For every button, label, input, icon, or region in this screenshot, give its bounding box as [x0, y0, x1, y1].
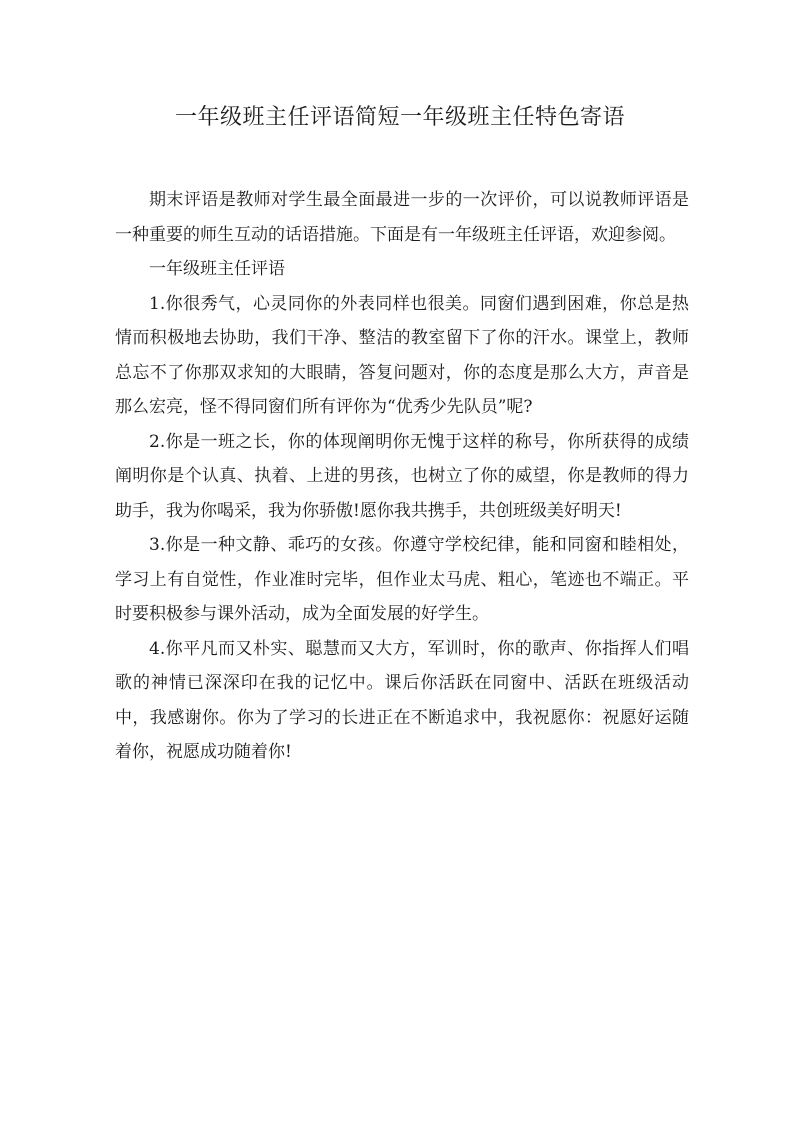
document-title: 一年级班主任评语简短一年级班主任特色寄语: [174, 105, 625, 130]
section-heading: 一年级班主任评语: [149, 259, 285, 279]
intro-paragraph: 期末评语是教师对学生最全面最进一步的一次评价，可以说教师评语是一种重要的师生互动的话语措施。下面是有一年级班主任评语，欢迎参阅。: [115, 190, 689, 245]
comment-paragraph-2: 2.你是一班之长，你的体现阐明你无愧于这样的称号，你所获得的成绩阐明你是个认真、执着、上进的男孩，也树立了你的威望，你是教师的得力助手，我为你喝采，我为你骄傲!愿你我共携手，共创班级美好明天!: [115, 431, 689, 521]
comment-paragraph-1: 1.你很秀气，心灵同你的外表同样也很美。同窗们遇到困难，你总是热情而积极地去协助，我们干净、整洁的教室留下了你的汗水。课堂上，教师总忘不了你那双求知的大眼睛，答复问题对，你的态度是那么大方，声音是那么宏亮，怪不得同窗们所有评你为“优秀少先队员”呢?: [115, 293, 689, 417]
comment-paragraph-3: 3.你是一种文静、乖巧的女孩。你遵守学校纪律，能和同窗和睦相处，学习上有自觉性，作业准时完毕，但作业太马虎、粗心，笔迹也不端正。平时要积极参与课外活动，成为全面发展的好学生。: [115, 535, 689, 624]
document-body: [115, 183, 689, 770]
comment-paragraph-4: 4.你平凡而又朴实、聪慧而又大方，军训时，你的歌声、你指挥人们唱歌的神情已深深印在我的记忆中。课后你活跃在同窗中、活跃在班级活动中，我感谢你。你为了学习的长进正在不断追求中，我祝愿你：祝愿好运随着你，祝愿成功随着你!: [115, 638, 689, 762]
